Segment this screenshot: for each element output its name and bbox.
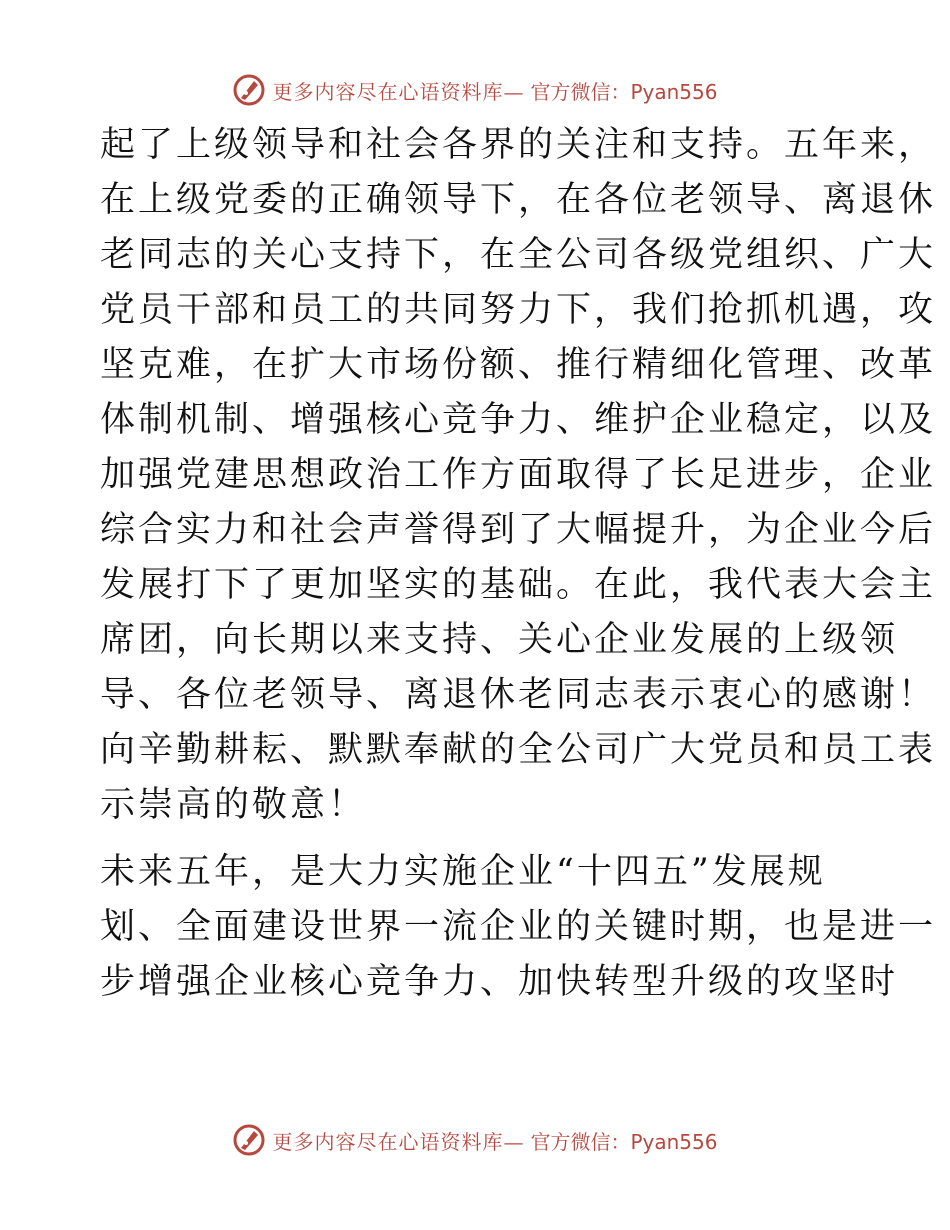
text-line: 党员干部和员工的共同努力下，我们抢抓机遇，攻 bbox=[100, 290, 937, 330]
text-line: 导、各位老领导、离退休老同志表示衷心的感谢！ bbox=[100, 675, 937, 715]
text-line: 发展打下了更加坚实的基础。在此，我代表大会主 bbox=[100, 565, 937, 605]
banner-text: 更多内容尽在心语资料库— bbox=[272, 79, 525, 104]
document-body bbox=[100, 118, 937, 1010]
text-line: 在上级党委的正确领导下，在各位老领导、离退休 bbox=[100, 180, 937, 220]
banner-wechat: 官方微信：Pyan556 bbox=[530, 79, 718, 104]
pen-nib-logo-icon bbox=[232, 73, 266, 107]
pen-nib-logo-icon bbox=[232, 1123, 266, 1157]
paragraph-spacer bbox=[100, 833, 860, 845]
text-line: 起了上级领导和社会各界的关注和支持。五年来， bbox=[100, 125, 937, 165]
text-line: 向辛勤耕耘、默默奉献的全公司广大党员和员工表 bbox=[100, 730, 937, 770]
text-line: 示崇高的敬意！ bbox=[100, 785, 367, 825]
text-line: 老同志的关心支持下，在全公司各级党组织、广大 bbox=[100, 235, 937, 275]
text-line: 未来五年，是大力实施企业“十四五”发展规 bbox=[100, 852, 826, 892]
text-line: 划、全面建设世界一流企业的关键时期，也是进一 bbox=[100, 907, 937, 947]
banner-wechat: 官方微信：Pyan556 bbox=[530, 1129, 718, 1154]
text-line: 体制机制、增强核心竞争力、维护企业稳定，以及 bbox=[100, 400, 937, 440]
text-line: 席团，向长期以来支持、关心企业发展的上级领 bbox=[100, 620, 899, 660]
paragraph-2 bbox=[100, 845, 937, 1010]
header-watermark-banner bbox=[0, 70, 950, 110]
paragraph-1 bbox=[100, 118, 937, 833]
text-line: 加强党建思想政治工作方面取得了长足进步，企业 bbox=[100, 455, 937, 495]
text-line: 综合实力和社会声誉得到了大幅提升，为企业今后 bbox=[100, 510, 937, 550]
text-line: 坚克难，在扩大市场份额、推行精细化管理、改革 bbox=[100, 345, 937, 385]
text-line: 步增强企业核心竞争力、加快转型升级的攻坚时 bbox=[100, 962, 899, 1002]
footer-watermark-banner bbox=[0, 1120, 950, 1160]
banner-text: 更多内容尽在心语资料库— bbox=[272, 1129, 525, 1154]
